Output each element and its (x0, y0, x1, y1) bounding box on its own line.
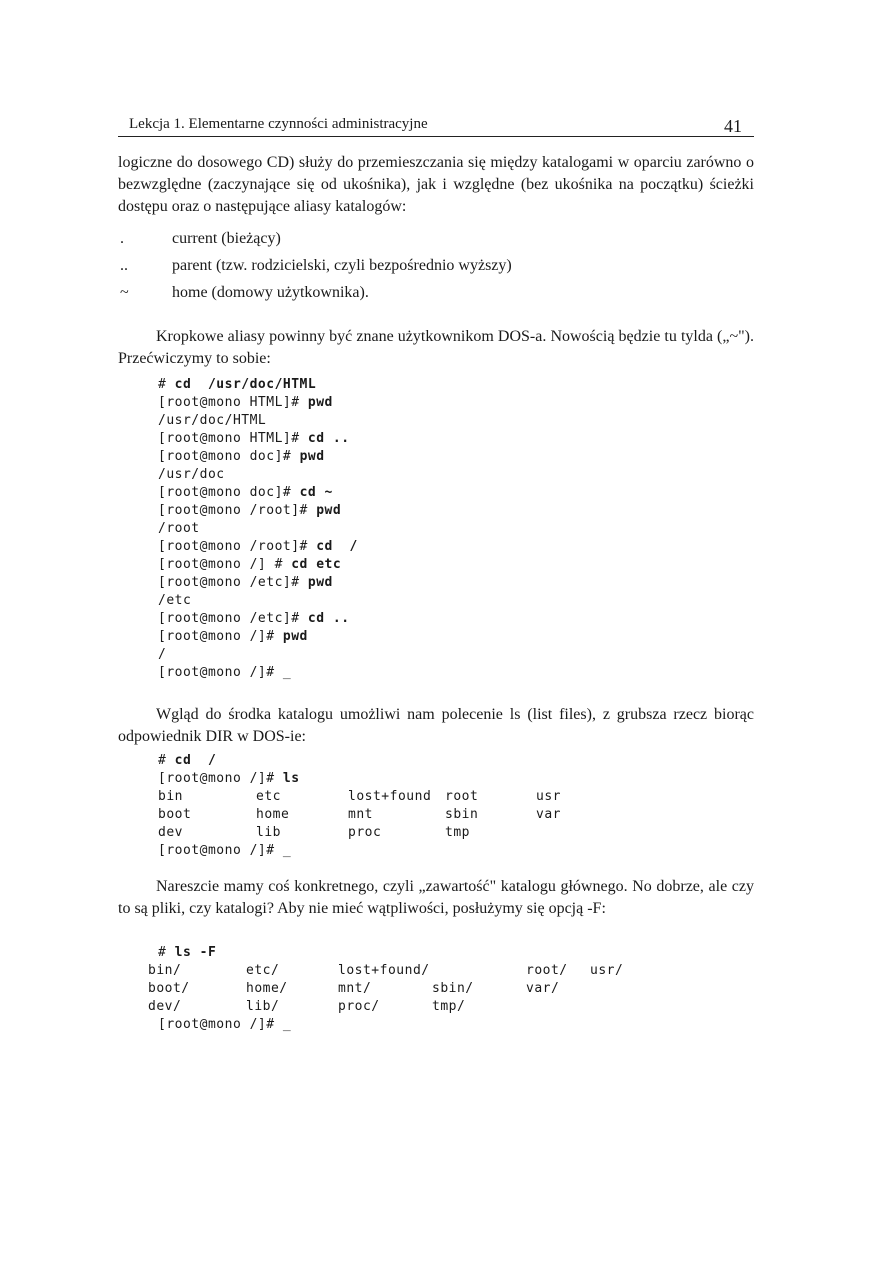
shell-command: pwd (307, 395, 333, 410)
listing-entry: lost+found/ (338, 963, 430, 978)
listing-entry: etc (256, 789, 281, 804)
shell-prompt: [root@mono /]# _ (158, 843, 292, 858)
listing-entry: boot/ (148, 981, 190, 996)
shell-command: pwd (316, 503, 342, 518)
listing-entry: mnt (348, 807, 373, 822)
shell-command: cd / (174, 753, 217, 768)
listing-entry: dev (158, 825, 183, 840)
listing-row (148, 998, 466, 1016)
shell-prompt: /usr/doc (158, 467, 225, 482)
shell-prompt: [root@mono /root]# (158, 539, 317, 554)
listing-entry: bin (158, 789, 183, 804)
code-line (158, 538, 358, 556)
shell-command: ls -F (174, 945, 217, 960)
shell-prompt: [root@mono /] # (158, 557, 292, 572)
alias-description: parent (tzw. rodzicielski, czyli bezpośrednio wyższy) (172, 257, 512, 274)
listing-entry: boot (158, 807, 192, 822)
shell-command: cd .. (307, 611, 350, 626)
shell-command: cd etc (291, 557, 342, 572)
code-line (158, 520, 358, 538)
shell-command: cd / (316, 539, 358, 554)
listing-entry: root/ (526, 963, 568, 978)
alias-symbol: .. (120, 257, 128, 274)
code-line (158, 376, 358, 394)
shell-prompt: [root@mono HTML]# (158, 431, 308, 446)
paragraph-ls: Wgląd do środka katalogu umożliwi nam polecenie ls (list files), z grubsza rzecz biorąc odpowiednik DIR w DOS-ie: (118, 706, 754, 745)
listing-row (148, 980, 560, 998)
code-line (158, 944, 291, 962)
alias-item (118, 257, 754, 284)
listing-entry: etc/ (246, 963, 280, 978)
listing-row (158, 788, 561, 806)
shell-prompt: # (158, 377, 175, 392)
code-line (158, 628, 358, 646)
listing-row (158, 824, 470, 842)
code-line (158, 430, 358, 448)
code-line (158, 556, 358, 574)
shell-prompt: [root@mono doc]# (158, 485, 300, 500)
running-header (118, 110, 754, 137)
shell-prompt: [root@mono HTML]# (158, 395, 308, 410)
code-line (158, 664, 358, 682)
code-line (158, 412, 358, 430)
code-line (158, 466, 358, 484)
code-block-ls (158, 752, 561, 860)
shell-prompt: [root@mono /]# (158, 771, 283, 786)
paragraph-tilde: Kropkowe aliasy powinny być znane użytkownikom DOS-a. Nowością będzie tu tylda („~"). Przećwiczymy to sobie: (118, 328, 754, 367)
alias-item (118, 284, 754, 311)
code-line (158, 646, 358, 664)
listing-entry: lib/ (246, 999, 280, 1014)
shell-prompt: # (158, 753, 175, 768)
listing-entry: sbin (445, 807, 479, 822)
listing-entry: usr/ (590, 963, 624, 978)
alias-list (118, 230, 754, 311)
shell-prompt: [root@mono /]# _ (158, 1017, 292, 1032)
shell-prompt: / (158, 647, 167, 662)
code-line (158, 394, 358, 412)
shell-prompt: [root@mono doc]# (158, 449, 300, 464)
listing-entry: home (256, 807, 290, 822)
listing-row (148, 962, 624, 980)
listing-entry: mnt/ (338, 981, 372, 996)
code-line (158, 770, 300, 788)
listing-entry: sbin/ (432, 981, 474, 996)
code-block-ls-f (148, 944, 624, 1034)
listing-entry: home/ (246, 981, 288, 996)
listing-row (158, 806, 561, 824)
alias-item (118, 230, 754, 257)
listing-entry: var/ (526, 981, 560, 996)
shell-prompt: [root@mono /]# (158, 629, 283, 644)
alias-description: current (bieżący) (172, 230, 281, 247)
alias-description: home (domowy użytkownika). (172, 284, 369, 301)
shell-command: pwd (282, 629, 308, 644)
shell-prompt: /usr/doc/HTML (158, 413, 267, 428)
shell-prompt: [root@mono /root]# (158, 503, 317, 518)
shell-command: cd ~ (299, 485, 333, 500)
listing-entry: root (445, 789, 479, 804)
shell-prompt: [root@mono /etc]# (158, 575, 308, 590)
listing-entry: var (536, 807, 561, 822)
listing-entry: lib (256, 825, 281, 840)
shell-command: ls (282, 771, 300, 786)
shell-prompt: /etc (158, 593, 192, 608)
code-line (158, 752, 300, 770)
header-title: Lekcja 1. Elementarne czynności administracyjne (129, 116, 428, 132)
alias-symbol: ~ (120, 284, 129, 301)
listing-entry: tmp/ (432, 999, 466, 1014)
code-line (158, 610, 358, 628)
code-line (158, 592, 358, 610)
code-block-cd (158, 376, 358, 682)
paragraph-cd-intro: logiczne do dosowego CD) służy do przemieszczania się między katalogami w oparciu zarówno o bezwzględne (zaczynające się od ukośnika), jak i względne (bez ukośnika na początku) ścieżki dostępu oraz o następujące aliasy katalogów: (118, 154, 754, 215)
shell-command: cd .. (307, 431, 350, 446)
shell-prompt: /root (158, 521, 200, 536)
code-line (158, 574, 358, 592)
paragraph-ls-f: Nareszcie mamy coś konkretnego, czyli „zawartość" katalogu głównego. No dobrze, ale czy to są pliki, czy katalogi? Aby nie mieć wątpliwości, posłużymy się opcją -F: (118, 878, 754, 917)
code-line (158, 502, 358, 520)
listing-entry: proc (348, 825, 382, 840)
listing-entry: dev/ (148, 999, 182, 1014)
shell-prompt: # (158, 945, 175, 960)
listing-entry: lost+found (348, 789, 432, 804)
alias-symbol: . (120, 230, 124, 247)
listing-entry: proc/ (338, 999, 380, 1014)
shell-command: pwd (299, 449, 325, 464)
shell-prompt: [root@mono /etc]# (158, 611, 308, 626)
listing-entry: tmp (445, 825, 470, 840)
shell-prompt: [root@mono /]# _ (158, 665, 292, 680)
listing-entry: usr (536, 789, 561, 804)
page-number: 41 (724, 116, 742, 136)
shell-command: pwd (307, 575, 333, 590)
code-line (158, 484, 358, 502)
listing-entry: bin/ (148, 963, 182, 978)
shell-command: cd /usr/doc/HTML (174, 377, 317, 392)
code-line (158, 448, 358, 466)
